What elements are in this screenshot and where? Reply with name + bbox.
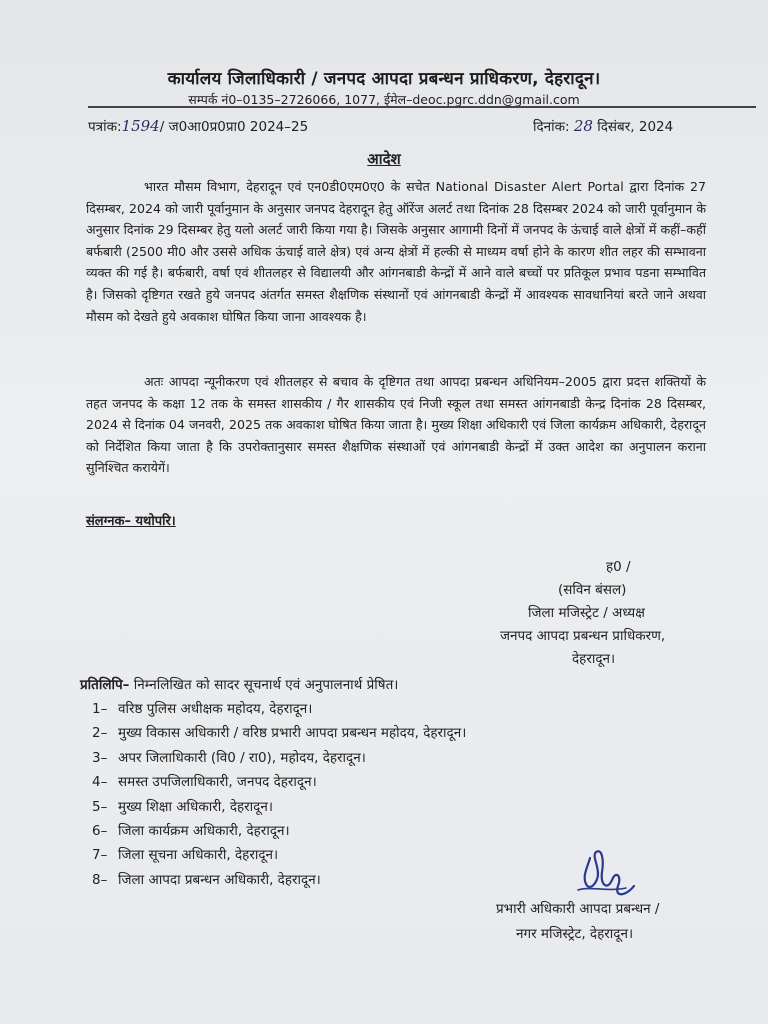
order-paragraph-2: अतः आपदा न्यूनीकरण एवं शीतलहर से बचाव के दृष्टिगत तथा आपदा प्रबन्धन अधिनियम–2005 द्वारा प्रदत्त शक्तियों के तहत जनपद के कक्षा 12 तक के समस्त शासकीय / गैर शासकीय एवं निजी स्कूल तथा समस्त आंगनबाडी केन्द्र दिनांक 28 दिसम्बर, 2024 से दिनांक 04 जनवरी, 2025 तक अवकाश घोषित किया जाता है। मुख्य शिक्षा अधिकारी एवं जिला कार्यक्रम अधिकारी, देहरादून को निर्देशित किया जाता है कि उपरोक्तानुसार समस्त शैक्षणिक संस्थाओं एवं आंगनबाडी केन्द्रों में उक्त आदेश का अनुपालन कराना सुनिश्चित करायेगें। [86,374,706,476]
list-item [92,746,466,770]
signatory-designation-2: जनपद आपदा प्रबन्धन प्राधिकरण, [500,628,666,644]
signatory-name: (सविन बंसल) [558,582,627,598]
letter-date [533,117,673,135]
letter-date-suffix: दिसंबर, 2024 [597,119,674,135]
list-item-text: मुख्य शिक्षा अधिकारी, देहरादून। [118,798,273,815]
list-item [92,819,466,843]
list-item-text: जिला आपदा प्रबन्धन अधिकारी, देहरादून। [118,871,321,888]
list-item [92,770,466,794]
list-item-text: जिला सूचना अधिकारी, देहरादून। [118,847,279,864]
list-item-text: मुख्य विकास अधिकारी / वरिष्ठ प्रभारी आपदा प्रबन्धन महोदय, देहरादून। [118,725,467,742]
order-heading: आदेश [367,150,401,168]
closing-line-1: प्रभारी अधिकारी आपदा प्रबन्धन / [496,901,660,917]
letter-number-handwritten: 1594 [121,117,160,135]
list-item-text: अपर जिलाधिकारी (वि0 / रा0), महोदय, देहरादून। [118,749,366,766]
letter-number [88,117,308,135]
list-item-text: जिला कार्यक्रम अधिकारी, देहरादून। [118,822,290,839]
list-item-text: समस्त उपजिलाधिकारी, जनपद देहरादून। [118,774,317,791]
closing-block [496,897,659,947]
list-item [92,697,466,721]
closing-line-2: नगर मजिस्ट्रेट, देहरादून। [516,926,634,942]
enclosure-note: संलग्नक– यथोपरि। [86,514,176,529]
office-contact: सम्पर्क नं0–0135–2726066, 1077, ईमेल–deoc.pgrc.ddn@gmail.com [188,92,580,107]
letter-date-handwritten: 28 [573,117,593,135]
list-item-number: 4– [92,774,108,791]
list-item-number: 8– [92,871,108,888]
list-item-number: 6– [92,822,108,839]
signed-mark: ह0 / [606,559,631,575]
letter-number-prefix: पत्रांक: [88,119,122,135]
list-item [92,721,466,745]
signatory-block [478,556,738,671]
copy-to-intro: निम्नलिखित को सादर सूचनार्थ एवं अनुपालनार्थ प्रेषित। [133,677,399,693]
copy-to-label: प्रतिलिपि– [80,677,130,693]
list-item [92,795,466,819]
list-item [92,868,466,892]
header-divider [88,106,756,108]
signatory-place: देहरादून। [572,651,616,667]
list-item-number: 1– [92,701,108,717]
list-item-text: वरिष्ठ पुलिस अधीक्षक महोदय, देहरादून। [118,701,313,717]
signatory-designation-1: जिला मजिस्ट्रेट / अध्यक्ष [528,605,645,621]
letter-number-suffix: / ज0आ0प्र0प्रा0 2024–25 [159,119,309,135]
list-item-number: 7– [92,847,108,864]
copy-to-line [80,675,398,693]
list-item-number: 5– [92,798,108,815]
order-paragraph-1: भारत मौसम विभाग, देहरादून एवं एन0डी0एम0ए0 के सचेत National Disaster Alert Portal द्वारा दिनांक 27 दिसम्बर, 2024 को जारी पूर्वानुमान के अनुसार जनपद देहरादून हेतु ऑरेंज अलर्ट तथा दिनांक 28 दिसम्बर 2024 को जारी पूर्वानुमान के अनुसार दिनांक 29 दिसम्बर हेतु यलो अलर्ट जारी किया गया है। जिसके अनुसार आगामी दिनों में जनपद के ऊंचाई वाले क्षेत्रों में कहीं–कहीं बर्फबारी (2500 मी0 और उससे अधिक ऊंचाई वाले क्षेत्र) एवं अन्य क्षेत्रों में हल्की से माध्यम वर्षा होने के कारण शीत लहर की सम्भावना व्यक्त की गई है। बर्फबारी, वर्षा एवं शीतलहर से विद्यालयी और आंगनबाडी केन्द्रों में आने वाले बच्चों पर प्रतिकूल प्रभाव पडना सम्भावित है। जिसको दृष्टिगत रखते हुये जनपद अंतर्गत समस्त शैक्षणिक संस्थानों एवं आंगनबाडी केन्द्रों में आवश्यक सावधानियां बरते जाने अथवा मौसम को देखते हुये अवकाश घोषित किया जाना आवश्यक है। [86,179,706,324]
list-item-number: 3– [92,749,108,766]
list-item [92,843,466,867]
list-item-number: 2– [92,725,108,742]
copy-recipient-list [92,697,466,892]
office-title: कार्यालय जिलाधिकारी / जनपद आपदा प्रबन्धन प्राधिकरण, देहरादून। [167,69,601,89]
letter-date-prefix: दिनांक: [533,119,570,135]
